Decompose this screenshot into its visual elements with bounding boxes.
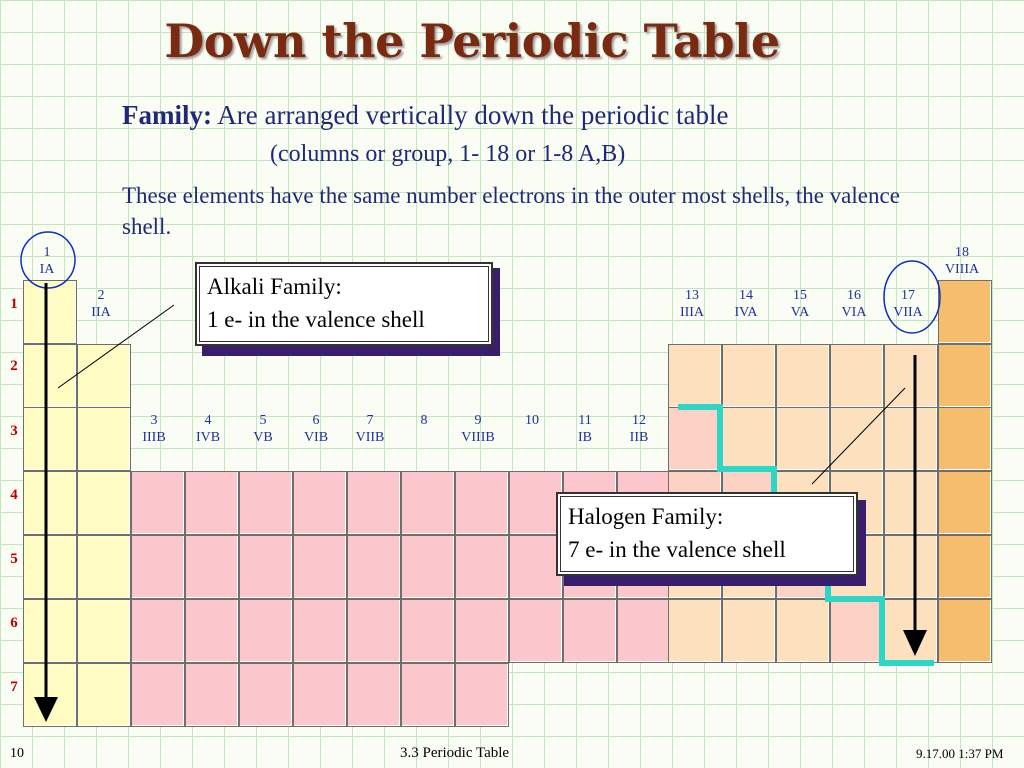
group-roman: VIIIB (461, 430, 495, 445)
footer-date: 9.17.00 1:37 PM (916, 746, 1004, 761)
group-roman: IVA (734, 305, 758, 320)
group-number: 10 (525, 413, 539, 428)
group-number: 17 (901, 288, 915, 303)
footer-title: 3.3 Periodic Table (400, 745, 510, 761)
group-number: 12 (632, 413, 646, 428)
group-roman: IB (578, 430, 592, 445)
group-number: 9 (474, 413, 482, 428)
period-number: 6 (10, 615, 18, 631)
group-number: 13 (685, 288, 699, 303)
group-number: 2 (97, 288, 105, 303)
group-number: 18 (955, 245, 969, 260)
group-roman: IIB (629, 430, 649, 445)
alkali-pointer-line (58, 305, 174, 388)
group-roman: VIB (303, 430, 329, 445)
group-roman: VA (790, 305, 810, 320)
group-number: 3 (150, 413, 158, 428)
group-roman: IIA (91, 305, 111, 320)
alkali-down-arrow-head (34, 697, 58, 722)
group-number: 6 (312, 413, 320, 428)
alkali-callout (195, 262, 493, 346)
halogen-callout (556, 492, 858, 576)
group-roman: IVB (195, 430, 221, 445)
family-text-line2: (columns or group, 1- 18 or 1-8 A,B) (270, 141, 626, 167)
group-number: 5 (259, 413, 267, 428)
group-number: 4 (204, 413, 212, 428)
group-roman: IIIA (679, 305, 705, 320)
group-number: 15 (793, 288, 807, 303)
period-number: 3 (10, 423, 18, 439)
family-text: Are arranged vertically down the periodic table (217, 100, 729, 130)
group-number: 16 (847, 288, 861, 303)
group-number: 7 (366, 413, 374, 428)
period-number: 4 (10, 487, 18, 503)
period-number: 5 (10, 551, 18, 567)
group-1-circle (21, 232, 75, 288)
halogen-callout-title: Halogen Family: (568, 504, 724, 529)
group-roman: IIIB (142, 430, 166, 445)
alkali-callout-text: 1 e- in the valence shell (207, 307, 425, 332)
halogen-pointer-line (812, 388, 905, 484)
group-roman: IA (39, 262, 55, 277)
group-17-circle (884, 261, 940, 333)
period-number: 7 (10, 679, 18, 695)
group-roman: VB (253, 430, 273, 445)
slide-title: Down the Periodic Table (164, 14, 780, 68)
group-number: 1 (43, 245, 51, 260)
family-description: These elements have the same number electrons in the outer most shells, the valence shell. (122, 183, 900, 239)
group-roman: VIIB (355, 430, 385, 445)
group-number: 8 (420, 413, 428, 428)
alkali-callout-title: Alkali Family: (207, 274, 342, 299)
group-roman: VIA (841, 305, 867, 320)
halogen-down-arrow-head (903, 630, 927, 656)
period-number: 1 (10, 296, 18, 312)
family-label: Family: (122, 100, 212, 130)
halogen-callout-text: 7 e- in the valence shell (568, 537, 786, 562)
group-number: 14 (739, 288, 753, 303)
period-number: 2 (10, 358, 18, 374)
slide-number: 10 (10, 746, 24, 761)
group-number: 11 (578, 413, 592, 428)
group-roman: VIIIA (944, 262, 980, 277)
group-roman: VIIA (893, 305, 923, 320)
